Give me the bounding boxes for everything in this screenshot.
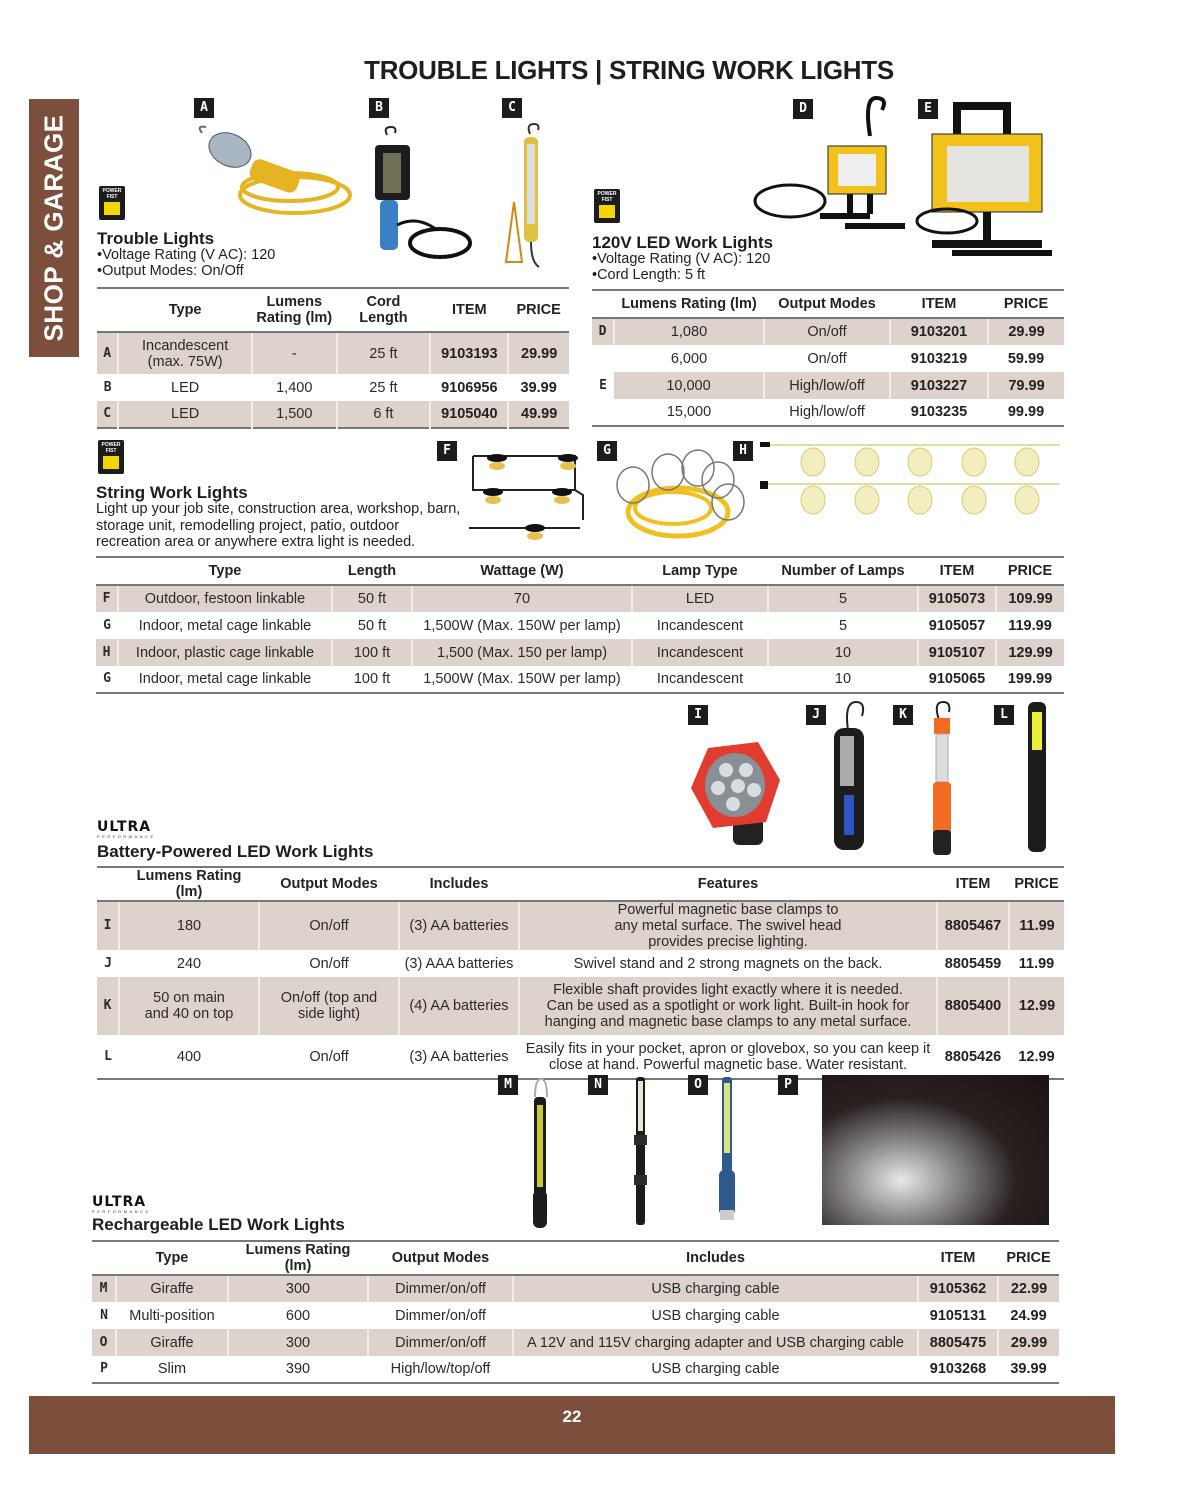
trouble-light-a-image — [190, 125, 355, 220]
string-lights-heading: String Work Lights — [96, 483, 248, 502]
led120-table — [592, 289, 1064, 427]
product-label-b: B — [369, 98, 389, 118]
table-row: B LED 1,400 25 ft 9106956 39.99 — [103, 379, 557, 396]
table-row: F Outdoor, festoon linkable 50 ft 70 LED 5 9105073 109.99 — [96, 585, 1064, 612]
product-label-h: H — [733, 441, 753, 461]
rechargeable-lights-heading: Rechargeable LED Work Lights — [92, 1215, 345, 1234]
table-row: O Giraffe 300 Dimmer/on/off A 12V and 115V charging adapter and USB charging cable 8805475 29.99 — [92, 1329, 1059, 1356]
table-row: C LED 1,500 6 ft 9105040 49.99 — [97, 401, 569, 428]
work-light-d-image — [750, 96, 910, 231]
table-row: A Incandescent (max. 75W) - 25 ft 9103193 29.99 — [97, 332, 569, 374]
battery-lights-table — [97, 866, 1064, 1080]
work-light-o-image — [712, 1075, 742, 1225]
product-label-f: F — [437, 441, 457, 461]
power-fist-logo: POWER FIST — [594, 189, 620, 223]
table-header-row: Lumens Rating (lm) Output Modes ITEM PRICE — [592, 290, 1064, 318]
string-lights-description: Light up your job site, construction area, workshop, barn, storage unit, remodelling project, patio, outdoor recreation area or anywhere extra light is needed. — [96, 501, 461, 550]
table-row: E 10,000 High/low/off 9103227 79.99 — [592, 372, 1064, 399]
product-label-g: G — [597, 441, 617, 461]
section-side-tab — [29, 99, 79, 357]
page-footer — [29, 1396, 1115, 1454]
work-light-i-image — [688, 740, 783, 850]
trouble-lights-heading: Trouble Lights — [97, 229, 215, 248]
work-light-m-image — [525, 1075, 555, 1230]
side-tab-label: SHOP & GARAGE — [38, 114, 69, 342]
product-label-k: K — [893, 705, 913, 725]
battery-lights-heading: Battery-Powered LED Work Lights — [97, 842, 374, 861]
product-label-i: I — [688, 705, 708, 725]
table-row: H Indoor, plastic cage linkable 100 ft 1,500 (Max. 150 per lamp) Incandescent 10 9105107 129.99 — [96, 639, 1064, 666]
table-header-row: Type Lumens Rating (lm) Cord Length ITEM PRICE — [97, 288, 569, 332]
table-row: G Indoor, metal cage linkable 100 ft 1,500W (Max. 150W per lamp) Incandescent 10 9105065 199.99 — [103, 671, 1053, 687]
work-light-n-image — [628, 1075, 653, 1230]
table-row: 6,000 On/off 9103219 59.99 — [670, 350, 1045, 367]
product-label-d: D — [793, 99, 813, 119]
table-row: I 180 On/off (3) AA batteries Powerful magnetic base clamps to any metal surface. The swivel head provides precise lighting. 8805467 11.99 — [97, 901, 1064, 950]
trouble-light-b-image — [365, 125, 475, 265]
table-row: L 400 On/off (3) AA batteries Easily fits in your pocket, apron or glovebox, so you can keep it close at hand. Powerful magnetic base. Water resistant. 8805426 12.99 — [104, 1040, 1055, 1073]
product-label-e: E — [918, 99, 938, 119]
product-label-o: O — [688, 1075, 708, 1095]
power-fist-logo: POWER FIST — [99, 186, 125, 220]
work-light-j-image — [830, 700, 870, 855]
table-row: J 240 On/off (3) AAA batteries Swivel stand and 2 strong magnets on the back. 8805459 11.99 — [104, 955, 1055, 972]
product-label-l: L — [994, 705, 1014, 725]
work-light-e-image — [912, 96, 1067, 256]
work-light-k-image — [925, 700, 960, 860]
table-header-row: Lumens Rating (lm) Output Modes Includes Features ITEM PRICE — [97, 867, 1064, 901]
ultra-performance-logo: ULTRA PERFORMANCE — [97, 819, 156, 839]
string-light-h-image — [760, 440, 1065, 520]
table-row: M Giraffe 300 Dimmer/on/off USB charging cable 9105362 22.99 — [92, 1275, 1059, 1302]
led120-bullet-voltage: •Voltage Rating (V AC): 120 — [592, 251, 771, 267]
product-label-n: N — [588, 1075, 608, 1095]
work-light-p-photo — [822, 1075, 1049, 1225]
table-header-row: Type Lumens Rating (lm) Output Modes Includes ITEM PRICE — [92, 1241, 1059, 1275]
string-light-g-image — [598, 440, 748, 545]
trouble-light-c-image — [500, 122, 550, 277]
table-row: 15,000 High/low/off 9103235 99.99 — [666, 404, 1045, 420]
rechargeable-lights-table — [92, 1240, 1059, 1384]
table-row: D 1,080 On/off 9103201 29.99 — [592, 318, 1064, 345]
trouble-bullet-modes: •Output Modes: On/Off — [97, 263, 244, 279]
table-row: P Slim 390 High/low/top/off USB charging cable 9103268 39.99 — [100, 1361, 1047, 1377]
led120-bullet-cord: •Cord Length: 5 ft — [592, 267, 706, 283]
product-label-a: A — [194, 98, 214, 118]
table-row: G Indoor, metal cage linkable 50 ft 1,500W (Max. 150W per lamp) Incandescent 5 9105057 119.99 — [103, 617, 1052, 634]
power-fist-logo: POWER FIST — [98, 440, 124, 474]
ultra-performance-logo: ULTRA PERFORMANCE — [92, 1194, 151, 1214]
product-label-c: C — [502, 98, 522, 118]
table-row: K 50 on main and 40 on top On/off (top and side light) (4) AA batteries Flexible shaft provides light exactly where it is needed. Can be used as a spotlight or work light. Built-in hook for hanging and magnetic base clamps to any metal surface. 8805400 12.99 — [97, 977, 1064, 1035]
product-label-m: M — [498, 1075, 518, 1095]
page-number: 22 — [562, 1407, 582, 1426]
table-row: N Multi-position 600 Dimmer/on/off USB charging cable 9105131 24.99 — [100, 1307, 1047, 1324]
trouble-bullet-voltage: •Voltage Rating (V AC): 120 — [97, 247, 276, 263]
table-header-row: Type Length Wattage (W) Lamp Type Number of Lamps ITEM PRICE — [96, 557, 1064, 585]
page-title: TROUBLE LIGHTS | STRING WORK LIGHTS — [364, 55, 894, 85]
string-lights-table — [96, 556, 1064, 694]
work-light-l-image — [1022, 700, 1052, 855]
string-light-f-image — [465, 440, 590, 540]
product-label-j: J — [806, 705, 826, 725]
product-label-p: P — [778, 1075, 798, 1095]
trouble-lights-table — [97, 287, 569, 429]
led120-heading: 120V LED Work Lights — [592, 233, 774, 252]
